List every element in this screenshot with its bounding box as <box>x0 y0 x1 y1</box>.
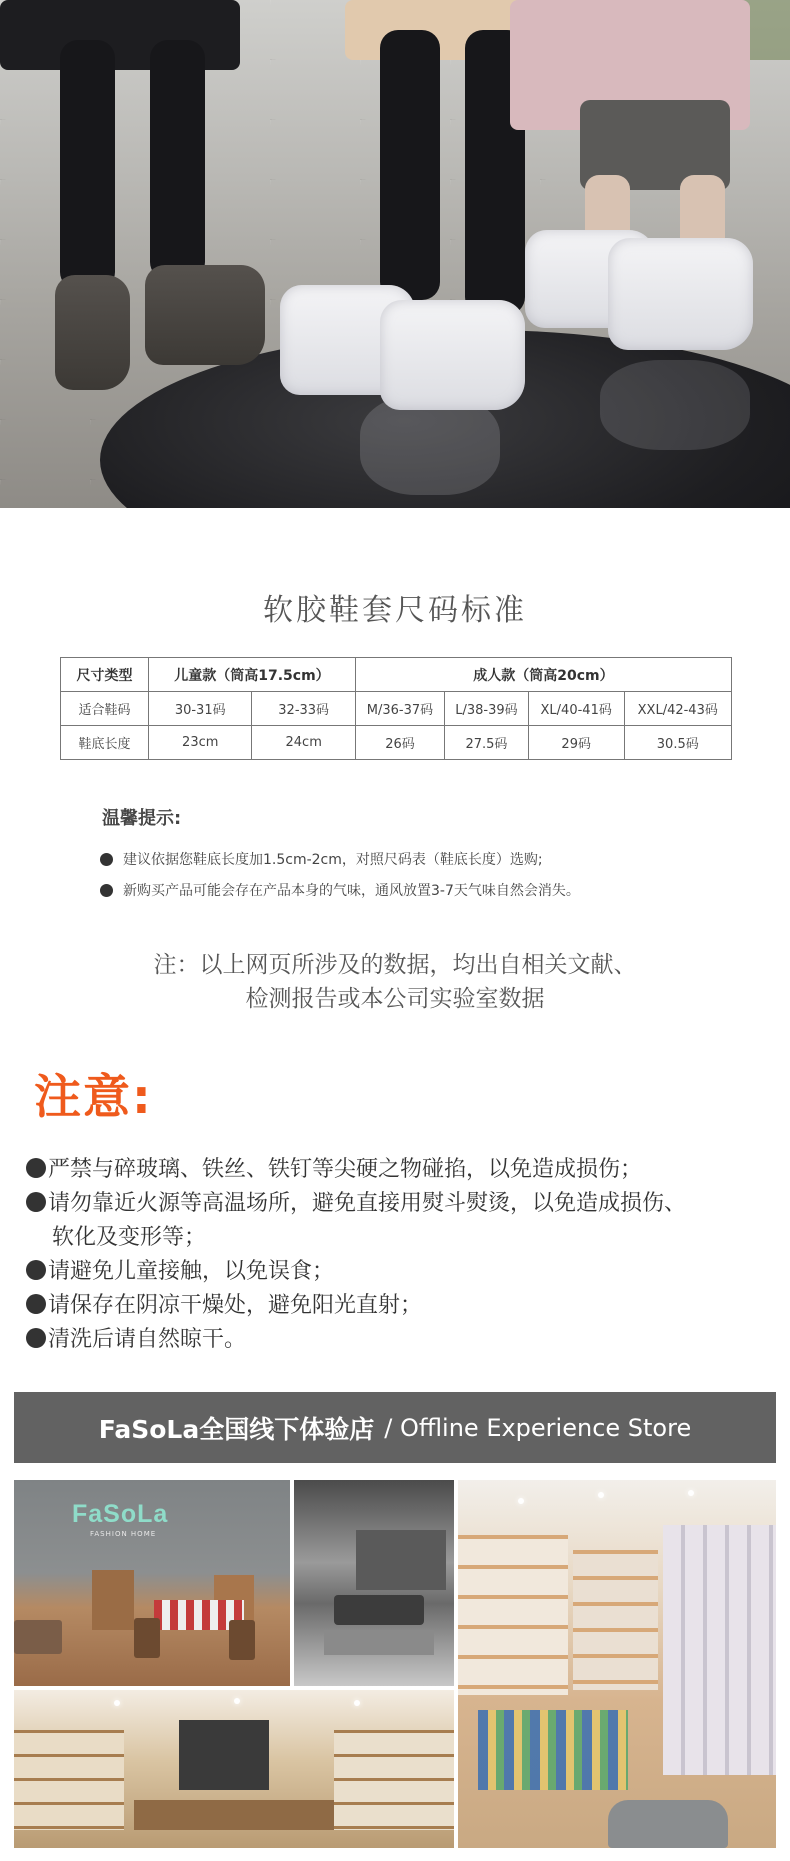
store-photo <box>14 1480 290 1686</box>
bookshelf <box>92 1570 134 1630</box>
dark-rain-boot <box>145 265 265 365</box>
bullet-icon <box>26 1158 46 1178</box>
dark-rain-boot <box>55 275 130 390</box>
bullet-icon <box>100 884 113 897</box>
reflection <box>600 360 750 450</box>
bullet-icon <box>26 1294 46 1314</box>
tip-text: 新购买产品可能会存在产品本身的气味，通风放置3-7天气味自然会消失。 <box>123 883 580 899</box>
caution-item <box>26 1322 246 1353</box>
ceiling-light-icon <box>598 1492 604 1498</box>
table-cell: 30-31码 <box>149 692 252 726</box>
caution-text: 清洗后请自然晾干。 <box>48 1327 247 1352</box>
bullet-icon <box>26 1260 46 1280</box>
sofa <box>14 1620 62 1654</box>
person-left-leg <box>60 40 115 290</box>
data-source-note: 注：以上网页所涉及的数据，均出自相关文献、 <box>153 952 637 978</box>
header-adults: 成人款（筒高20cm） <box>355 658 731 692</box>
caution-title: 注意: <box>34 1070 153 1125</box>
person-middle-leg <box>380 30 440 300</box>
row-label: 适合鞋码 <box>61 692 149 726</box>
table-cell: 32-33码 <box>252 692 355 726</box>
display-wall <box>663 1525 776 1775</box>
tip-text: 建议依据您鞋底长度加1.5cm-2cm，对照尺码表（鞋底长度）选购; <box>123 852 543 868</box>
shelf-unit <box>458 1535 568 1695</box>
table-cell: 24cm <box>252 726 355 760</box>
ceiling-light-icon <box>234 1698 240 1704</box>
row-label: 鞋底长度 <box>61 726 149 760</box>
reflection <box>360 395 500 495</box>
table-cell: 27.5码 <box>445 726 529 760</box>
bullet-icon <box>100 853 113 866</box>
person-left-leg <box>150 40 205 280</box>
store-photo <box>458 1480 776 1848</box>
display-table <box>134 1800 334 1830</box>
beanbag-seat <box>608 1800 728 1848</box>
table-cell: M/36-37码 <box>355 692 444 726</box>
ceiling-light-icon <box>688 1490 694 1496</box>
clear-shoe-cover <box>380 300 525 410</box>
store-banner-subtitle: / Offline Experience Store <box>384 1413 692 1442</box>
table-cell: XXL/42-43码 <box>624 692 731 726</box>
table-row <box>61 692 732 726</box>
header-kids: 儿童款（筒高17.5cm） <box>149 658 356 692</box>
ceiling-light-icon <box>114 1700 120 1706</box>
product-table <box>478 1710 628 1790</box>
ceiling-light-icon <box>518 1498 524 1504</box>
table-cell: XL/40-41码 <box>528 692 624 726</box>
table-cell: 26码 <box>355 726 444 760</box>
hero-product-photo <box>0 0 790 508</box>
caution-text: 严禁与碎玻璃、铁丝、铁钉等尖硬之物碰掐，以免造成损伤； <box>48 1157 643 1182</box>
wall-shelf <box>356 1530 446 1590</box>
caution-item <box>26 1288 422 1319</box>
caution-text: 请保存在阴凉干燥处，避免阳光直射； <box>48 1293 423 1318</box>
shelf-unit <box>573 1550 658 1690</box>
caution-text: 请避免儿童接触，以免误食； <box>48 1259 335 1284</box>
table-row <box>61 658 732 692</box>
table-cell: 29码 <box>528 726 624 760</box>
store-photo <box>294 1480 454 1686</box>
chair <box>134 1618 160 1658</box>
store-banner-title: FaSoLa全国线下体验店 <box>98 1414 375 1444</box>
table-row <box>61 726 732 760</box>
store-photo <box>14 1690 454 1848</box>
tips-title: 温馨提示: <box>102 808 182 829</box>
bullet-icon <box>26 1192 46 1212</box>
caution-item <box>26 1152 642 1183</box>
rug <box>324 1630 434 1655</box>
store-banner <box>14 1392 776 1463</box>
table-cell: 30.5码 <box>624 726 731 760</box>
caution-item <box>26 1186 686 1217</box>
tip-item <box>100 849 543 869</box>
chair <box>229 1620 255 1660</box>
fasola-logo-subtitle: FASHION HOME <box>90 1530 157 1538</box>
caution-text: 请勿靠近火源等高温场所，避免直接用熨斗熨烫，以免造成损伤、 <box>48 1191 687 1216</box>
fasola-logo: FaSoLa <box>72 1500 169 1528</box>
clear-shoe-cover <box>608 238 753 350</box>
feature-wall <box>179 1720 269 1790</box>
ceiling-light-icon <box>354 1700 360 1706</box>
size-section-title: 软胶鞋套尺码标准 <box>263 593 527 628</box>
data-source-note: 检测报告或本公司实验室数据 <box>245 986 545 1012</box>
header-type: 尺寸类型 <box>61 658 149 692</box>
caution-item-continued <box>52 1220 206 1251</box>
caution-item <box>26 1254 334 1285</box>
sofa <box>334 1595 424 1625</box>
table-cell: L/38-39码 <box>445 692 529 726</box>
shelf-unit <box>14 1730 124 1830</box>
size-table <box>60 657 732 760</box>
bullet-icon <box>26 1328 46 1348</box>
table-cell: 23cm <box>149 726 252 760</box>
tip-item <box>100 880 580 900</box>
caution-text: 软化及变形等； <box>52 1225 207 1250</box>
shelf-unit <box>334 1730 454 1830</box>
